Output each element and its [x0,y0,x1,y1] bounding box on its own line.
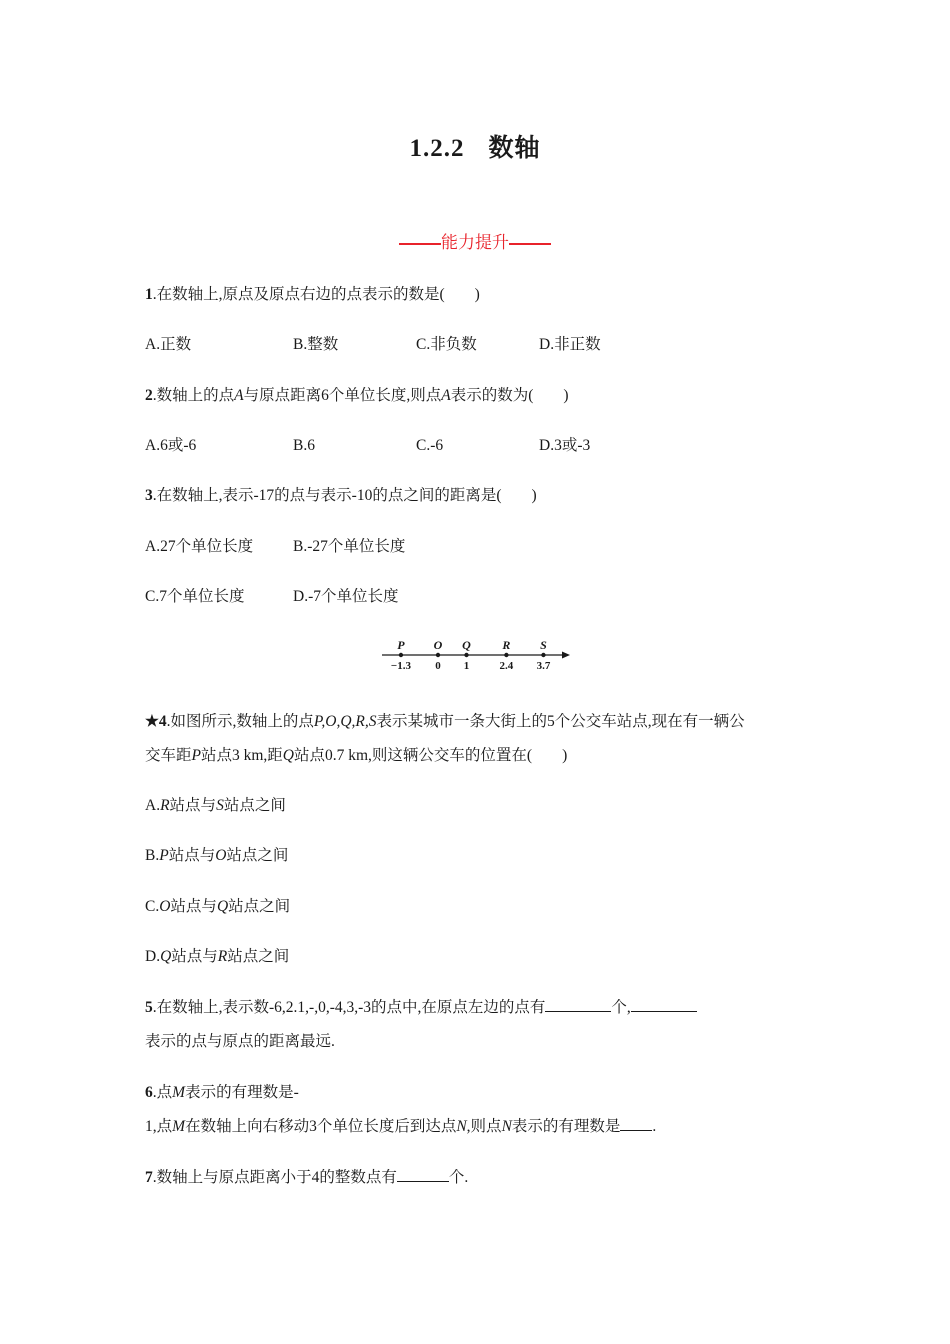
answer-blank[interactable] [620,1114,652,1131]
question-4-option-d [145,944,289,966]
question-6-line-2 [145,1114,656,1136]
option-c: C.-6 [416,437,444,454]
question-text: . [652,1118,657,1135]
point-q-dot [464,653,468,657]
paren-close: ) [562,747,568,764]
question-number: 7 [145,1169,153,1186]
question-text: .数轴上的点 [152,387,235,404]
point-q-tick-label: 1 [463,660,470,672]
point-p-dot [399,653,403,657]
number-line-figure [378,636,578,681]
question-text: 个, [611,999,631,1016]
point-s-dot [541,653,545,657]
star-icon: ★ [145,713,159,730]
question-number: 1 [145,286,153,303]
question-5-line-2 [145,1029,335,1051]
variable: Q [160,948,172,965]
question-text: ,则点 [466,1118,502,1135]
option-d: D.非正数 [539,336,601,353]
point-s-label: S [540,638,547,652]
variable: A [234,387,244,404]
option-text: 站点之间 [223,797,286,814]
question-number: 5 [145,999,153,1016]
question-text: 在数轴上向右移动3个单位长度后到达点 [185,1118,457,1135]
variable: R [217,948,228,965]
question-text: .点 [152,1084,173,1101]
option-text: 站点之间 [228,898,291,915]
axis-arrow-icon [562,652,570,659]
option-text: 站点与 [169,797,217,814]
point-s-tick-label: 3.7 [536,660,551,672]
option-text: 站点之间 [227,948,290,965]
question-3-options-row-2 [145,584,398,606]
variable: Q [216,898,229,915]
answer-blank[interactable] [397,1165,449,1182]
question-3-options-row-1 [145,534,405,556]
question-6-line-1 [145,1080,299,1102]
variable: M [172,1118,186,1135]
question-2-stem [145,383,569,405]
question-text: 交车距 [145,747,192,764]
point-q-label: Q [462,638,471,652]
question-3-stem [145,483,537,505]
section-rule-right [509,243,551,245]
question-1-options [145,332,601,354]
question-text: .在数轴上,表示数-6,2.1,-,0,-4,3,-3的点中,在原点左边的点有 [152,999,546,1016]
question-4-option-b [145,843,288,865]
option-text: 站点之间 [226,847,289,864]
paren-close: ) [563,387,569,404]
question-text: .数轴上与原点距离小于4的整数点有 [152,1169,397,1186]
option-prefix: C. [145,898,160,915]
number-line-svg [378,636,578,676]
variable: S [216,797,224,814]
option-b: B.-27个单位长度 [293,538,406,555]
question-text: 表示的数为( [450,387,534,404]
variable: P [191,747,201,764]
option-a: A.6或-6 [145,437,197,454]
question-text: 与原点距离6个单位长度,则点 [243,387,442,404]
question-text: .如图所示,数轴上的点 [166,713,314,730]
option-d: D.3或-3 [539,437,591,454]
answer-blank[interactable] [631,995,697,1012]
question-5-line-1 [145,995,697,1017]
variable: P [159,847,169,864]
title-text: 数轴 [488,135,541,162]
question-text: .在数轴上,原点及原点右边的点表示的数是( [152,286,445,303]
paren-close: ) [531,487,537,504]
question-number: 2 [145,387,153,404]
variable: R [160,797,170,814]
question-4-line-1 [145,709,745,731]
question-2-options [145,433,590,455]
point-r-tick-label: 2.4 [499,660,514,672]
option-b: B.6 [293,437,315,454]
question-text: 表示某城市一条大街上的5个公交车站点,现在有一辆公 [376,713,745,730]
question-4-option-c [145,894,290,916]
page-title [0,128,950,164]
section-heading [0,228,950,253]
point-r-dot [504,653,508,657]
point-p-label: P [397,638,405,652]
question-number: 3 [145,487,153,504]
option-text: 站点与 [170,898,217,915]
question-number: 6 [145,1084,153,1101]
point-r-label: R [502,638,511,652]
option-text: 站点与 [171,948,218,965]
option-d: D.-7个单位长度 [293,588,399,605]
option-c: C.非负数 [416,336,477,353]
question-7 [145,1165,468,1187]
question-4-option-a [145,793,286,815]
question-text: 1,点 [145,1118,173,1135]
variable: A [441,387,451,404]
section-rule-left [399,243,441,245]
option-b: B.整数 [293,336,339,353]
variable: N [456,1118,467,1135]
question-text: 个. [448,1169,469,1186]
question-text: 表示的有理数是- [185,1084,299,1101]
point-o-dot [436,653,440,657]
section-label: 能力提升 [441,233,509,252]
option-c: C.7个单位长度 [145,588,245,605]
option-a: A.正数 [145,336,192,353]
variable: M [172,1084,186,1101]
paren-close: ) [474,286,480,303]
question-text: 表示的点与原点的距离最远. [145,1033,335,1050]
variable: Q [282,747,294,764]
option-prefix: B. [145,847,160,864]
point-o-tick-label: 0 [435,660,441,672]
question-1-stem [145,282,480,304]
question-4-line-2 [145,743,567,765]
title-number: 1.2.2 [409,135,465,162]
question-number: 4 [158,713,167,730]
point-o-label: O [433,638,443,652]
option-prefix: D. [145,948,161,965]
option-prefix: A. [145,797,161,814]
question-text: .在数轴上,表示-17的点与表示-10的点之间的距离是( [152,487,502,504]
question-text: 站点3 km,距 [200,747,283,764]
variable: O [215,847,227,864]
variable: N [501,1118,512,1135]
question-text: 站点0.7 km,则这辆公交车的位置在( [294,747,533,764]
variable: P,O,Q,R,S [313,713,377,730]
question-text: 表示的有理数是 [511,1118,621,1135]
point-p-tick-label: −1.3 [390,660,411,672]
option-a: A.27个单位长度 [145,538,254,555]
answer-blank[interactable] [545,995,611,1012]
variable: O [159,898,171,915]
option-text: 站点与 [168,847,216,864]
